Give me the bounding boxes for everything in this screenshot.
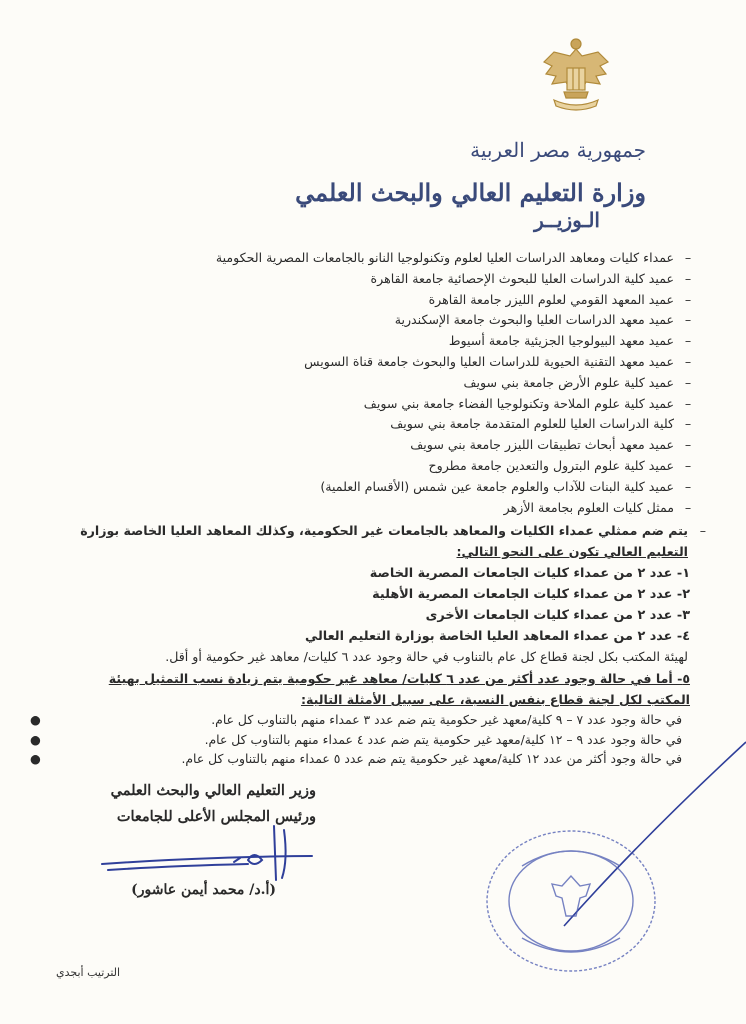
list-item: ٢- عدد ٢ من عمداء كليات الجامعات المصرية الأهلية (372, 587, 690, 602)
dash-icon: – (684, 270, 692, 286)
eagle-emblem-icon (540, 34, 612, 116)
list-item: – عميد كلية البنات للآداب والعلوم جامعة عين شمس (الأقسام العلمية) (54, 477, 694, 498)
list-item: في حالة وجود عدد ٩ – ١٢ كلية/معهد غير حكومية يتم ضم عدد ٤ عمداء منهم بالتناوب كل عام. ● (30, 731, 682, 747)
bullet-icon: ● (30, 751, 41, 766)
list-item: – عميد كلية الدراسات العليا للبحوث الإحصائية جامعة القاهرة (54, 269, 694, 290)
item-5-paragraph: ٥- أما في حالة وجود عدد أكثر من عدد ٦ كليات/ معاهد غير حكومية يتم زيادة نسب التمثيل بهيئة المكتب لكل لجنة قطاع بنفس النسبة، على سبيل الأمثلة التالية: (108, 671, 690, 707)
minister-title: الـوزيــر (534, 208, 600, 232)
list-item: ١- عدد ٢ من عمداء كليات الجامعات المصرية الخاصة (369, 566, 690, 581)
numbered-list (70, 563, 690, 647)
republic-name: جمهورية مصر العربية (470, 138, 646, 162)
list-item: – عميد المعهد القومي لعلوم الليزر جامعة القاهرة (54, 290, 694, 311)
list-item: في حالة وجود أكثر من عدد ١٢ كلية/معهد غير حكومية يتم ضم عدد ٥ عمداء منهم بالتناوب كل عام. ● (30, 751, 682, 766)
list-item: – عميد معهد التقنية الحيوية للدراسات العليا والبحوث جامعة قناة السويس (54, 352, 694, 373)
dash-icon: – (684, 291, 692, 307)
list-item: – عميد كلية علوم الأرض جامعة بني سويف (54, 373, 694, 394)
dash-icon: – (684, 478, 692, 494)
list-item: – كلية الدراسات العليا للعلوم المتقدمة جامعة بني سويف (54, 414, 694, 435)
council-title-line: ورئيس المجلس الأعلى للجامعات (116, 808, 316, 825)
bullet-icon: ● (30, 712, 41, 727)
minister-title-line: وزير التعليم العالي والبحث العلمي (110, 782, 316, 799)
list-item: ٤- عدد ٢ من عمداء المعاهد العليا الخاصة بوزارة التعليم العالي (305, 629, 690, 644)
dash-icon: – (684, 395, 692, 411)
dash-icon: – (684, 437, 692, 453)
list-item: – عميد كلية علوم البترول والتعدين جامعة مطروح (54, 456, 694, 477)
dash-icon: – (684, 353, 692, 369)
list-item: – عميد معهد أبحاث تطبيقات الليزر جامعة بني سويف (54, 435, 694, 456)
bullet-icon: ● (30, 731, 41, 747)
ministry-name: وزارة التعليم العالي والبحث العلمي (295, 178, 646, 207)
handwritten-signature (98, 820, 318, 890)
dash-icon: – (684, 416, 692, 432)
dash-icon: – (684, 312, 692, 328)
list-item: – عميد كلية علوم الملاحة وتكنولوجيا الفضاء جامعة بني سويف (54, 394, 694, 415)
council-stamp (482, 826, 660, 976)
list-item: في حالة وجود عدد ٧ – ٩ كلية/معهد غير حكومية يتم ضم عدد ٣ عمداء منهم بالتناوب كل عام. ● (30, 712, 682, 727)
list-item: – عميد معهد الدراسات العليا والبحوث جامعة الإسكندرية (54, 310, 694, 331)
deans-list (54, 248, 694, 518)
list-item: – عميد معهد البيولوجيا الجزيئية جامعة أسيوط (54, 331, 694, 352)
dash-icon: – (684, 250, 692, 265)
rotation-note: لهيئة المكتب بكل لجنة قطاع كل عام بالتناوب في حالة وجود عدد ٦ كليات/ معاهد غير حكومية أو أقل. (165, 649, 688, 664)
dash-icon: – (699, 523, 706, 538)
dash-icon: – (684, 457, 692, 473)
dash-icon: – (684, 333, 692, 349)
private-institutions-paragraph: – يتم ضم ممثلي عمداء الكليات والمعاهد بالجامعات غير الحكومية، وكذلك المعاهد العليا الخاصة بوزارة التعليم العالي تكون على النحو التالي: (76, 520, 688, 562)
list-item: – عمداء كليات ومعاهد الدراسات العليا لعلوم وتكنولوجيا النانو بالجامعات المصرية الحكومية (54, 248, 694, 269)
dash-icon: – (684, 499, 692, 515)
ordering-footnote: الترتيب أبجدي (56, 966, 121, 979)
minister-name: (أ.د/ محمد أيمن عاشور) (131, 882, 276, 898)
dash-icon: – (684, 374, 692, 390)
list-item: – ممثل كليات العلوم بجامعة الأزهر (54, 498, 694, 519)
list-item: ٣- عدد ٢ من عمداء كليات الجامعات الأخرى (425, 608, 690, 623)
